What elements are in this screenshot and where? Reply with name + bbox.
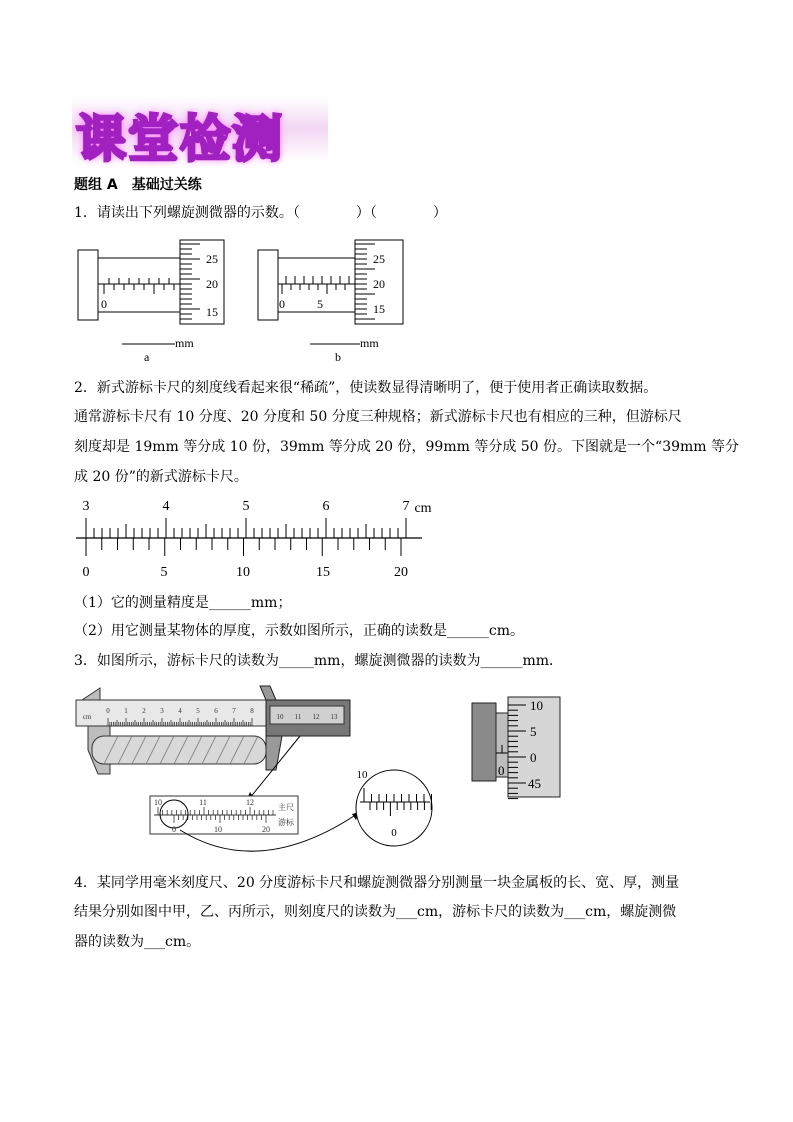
q3-caliper-main-label: 0 (106, 707, 110, 715)
q2-line-4: 成 20 份”的新式游标卡尺。 (74, 469, 248, 485)
q2-line-3: 刻度却是 19mm 等分成 10 份，39mm 等分成 20 份，99mm 等分成 50 份。下图就是一个“39mm 等分 (74, 439, 740, 455)
q2-main-label: 4 (162, 499, 170, 514)
q1a-unit: mm (175, 336, 194, 350)
q1b-caption: b (335, 350, 341, 364)
q4-line-2: 结果分别如图中甲，乙、丙所示，则刻度尺的读数为___cm，游标卡尺的读数为___cm，螺旋测微 (74, 904, 677, 920)
q2-line-1: 2．新式游标卡尺的刻度线看起来很“稀疏”，使读数显得清晰明了，便于使用者正确读取数据。 (74, 380, 658, 396)
q3-caliper-main-label: 7 (232, 707, 236, 715)
q3-caliper-window-label: 12 (312, 713, 320, 721)
q1a-caption: a (144, 350, 150, 364)
q3-caliper-figure (70, 680, 440, 860)
q1b-thimble-label: 25 (373, 252, 385, 266)
q2-main-unit: cm (414, 501, 432, 516)
q2-vernier-label: 20 (394, 565, 408, 580)
q3-micro-thimble-label: 0 (530, 750, 537, 765)
q2-sub-2: （2）用它测量某物体的厚度，示数如图所示，正确的读数是______cm。 (74, 623, 525, 639)
q3-zoom-vernier-label: 20 (262, 825, 270, 834)
q3-caliper-window-label: 13 (330, 713, 338, 721)
q3-zoom-vernier-label: 10 (214, 825, 222, 834)
q3-zoom-main-label: 12 (246, 798, 254, 807)
q3-caliper-window-label: 10 (276, 713, 284, 721)
q1b-thimble-label: 15 (373, 302, 385, 316)
q2-vernier-label: 10 (236, 565, 250, 580)
q1a-thimble-label: 25 (206, 252, 218, 266)
title-banner (72, 97, 328, 168)
q2-vernier-label: 5 (160, 565, 168, 580)
q3-zoom-vernier-label: 0 (172, 825, 176, 834)
q3-caliper-main-label: 1 (124, 707, 128, 715)
q1a-thimble-label: 15 (206, 305, 218, 319)
q1a-sleeve-label: 0 (101, 297, 107, 311)
q3-zoom-vernier-tag: 游标 (278, 818, 294, 827)
q3-caliper-unit: cm (82, 713, 92, 721)
q3-caliper-main-label: 6 (214, 707, 218, 715)
q4-line-3: 器的读数为___cm。 (74, 934, 201, 950)
q3-caliper-main-label: 3 (160, 707, 164, 715)
q1b-sleeve-label: 5 (317, 297, 323, 311)
q3-circle-top-label: 10 (356, 769, 368, 781)
q2-sub-1: （1）它的测量精度是______mm； (74, 595, 292, 611)
q1a-thimble-label: 20 (206, 277, 218, 291)
q4-line-1: 4．某同学用毫米刻度尺、20 分度游标卡尺和螺旋测微器分别测量一块金属板的长、宽、厚，测量 (74, 875, 680, 891)
q1-text: 1．请读出下列螺旋测微器的示数。（ ）（ ） (74, 205, 447, 221)
q3-caliper-main-label: 5 (196, 707, 200, 715)
banner-title: 课堂检测 (76, 110, 284, 168)
q3-caliper-main-label: 8 (250, 707, 254, 715)
q3-zoom-main-label: 11 (199, 798, 207, 807)
q2-vernier-label: 0 (82, 565, 90, 580)
q3-zoom-main-label: 10 (154, 798, 162, 807)
q3-micro-thimble-label: 5 (530, 724, 537, 739)
q2-main-label: 6 (322, 499, 330, 514)
q1-micrometers-figure (70, 232, 440, 364)
q3-micro-thimble-label: 10 (530, 698, 543, 713)
q3-text: 3．如图所示，游标卡尺的读数为_____mm，螺旋测微器的读数为______mm． (74, 653, 564, 669)
q2-main-label: 5 (242, 499, 250, 514)
q3-caliper-main-label: 4 (178, 707, 182, 715)
q3-micro-thimble-label: 45 (528, 776, 541, 791)
q3-circle-bottom-label: 0 (391, 827, 397, 839)
q1b-thimble-label: 20 (373, 277, 385, 291)
q2-main-label: 7 (402, 499, 410, 514)
q3-caliper-main-label: 2 (142, 707, 146, 715)
q3-micro-sleeve-label: 0 (498, 763, 505, 778)
group-title: 题组 A 基础过关练 (74, 177, 202, 193)
q1b-unit: mm (360, 336, 379, 350)
q2-vernier-label: 15 (316, 565, 330, 580)
q3-micrometer-figure (468, 693, 568, 803)
q2-vernier-figure (70, 494, 450, 584)
q3-caliper-window-label: 11 (294, 713, 302, 721)
q2-line-2: 通常游标卡尺有 10 分度、20 分度和 50 分度三种规格；新式游标卡尺也有相应的三种，但游标尺 (74, 409, 682, 425)
q2-main-label: 3 (82, 499, 90, 514)
q1b-sleeve-label: 0 (279, 297, 285, 311)
q3-zoom-main-tag: 主尺 (278, 803, 294, 812)
